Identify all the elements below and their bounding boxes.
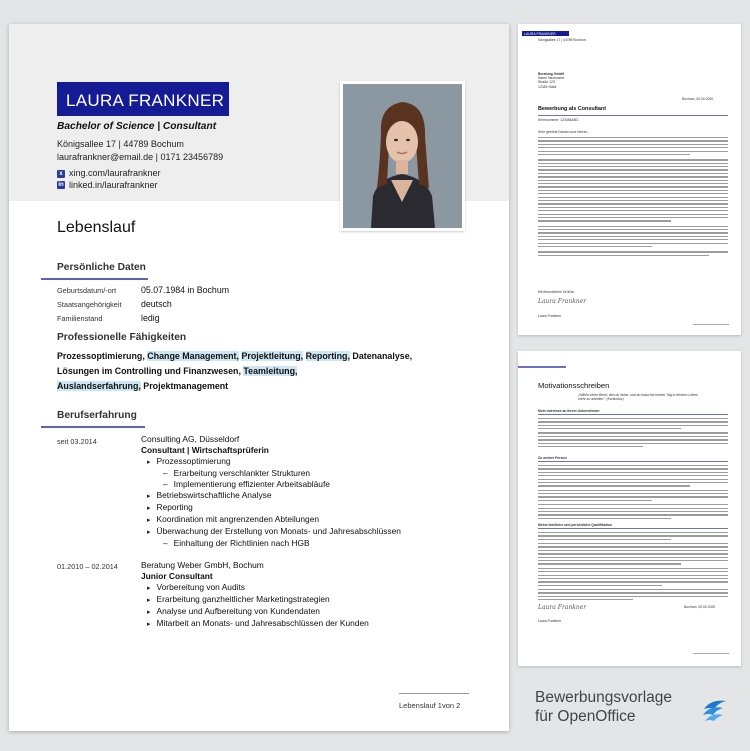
motivation-body: [538, 465, 728, 521]
nationality-value: deutsch: [141, 299, 172, 309]
section-divider: [41, 278, 148, 280]
status-label: Familienstand: [57, 314, 103, 323]
motivation-footer-line: [693, 653, 729, 654]
cv-name: LAURA FRANKNER: [57, 82, 229, 116]
section-experience-heading: Berufserfahrung: [57, 410, 137, 421]
letter-contact: Königsallee 17 | 44789 Bochum: [538, 38, 586, 42]
template-branding: [535, 688, 672, 726]
job-tasks: [141, 582, 369, 630]
skill-highlight: Auslandserfahrung,: [57, 381, 141, 391]
job-position: Junior Consultant: [141, 571, 213, 581]
cover-letter-thumbnail[interactable]: [518, 24, 741, 335]
skill-text: Lösungen im Controlling und Finanzwesen,: [57, 366, 244, 376]
motivation-signer: Laura Frankner: [538, 619, 562, 623]
recipient-street: Straße 123: [538, 80, 555, 85]
job-entry: [141, 434, 401, 549]
motivation-divider: [538, 461, 728, 462]
job-company: Consulting AG, Düsseldorf: [141, 434, 240, 444]
motivation-heading: Meine fachliche und persönliche Qualifikation: [538, 523, 612, 527]
skills-text: [57, 349, 427, 394]
page-footer: Lebenslauf 1von 2: [399, 701, 461, 710]
footer-divider: [399, 693, 469, 694]
recipient-city: 12345 Stadt: [538, 84, 557, 89]
motivation-signature: Laura Frankner: [538, 604, 587, 611]
letter-recipient: [538, 72, 564, 89]
profile-photo: [340, 81, 465, 231]
motivation-title: Motivationsschreiben: [538, 381, 610, 390]
nationality-label: Staatsangehörigkeit: [57, 300, 122, 309]
section-divider: [41, 426, 145, 428]
linkedin-row[interactable]: [57, 180, 161, 192]
openoffice-logo-icon: [701, 695, 731, 723]
cv-address: Königsallee 17 | 44789 Bochum: [57, 139, 184, 149]
skill-highlight: Projektleitung,: [241, 351, 304, 361]
letter-footer-line: [693, 324, 729, 325]
skill-highlight: Reporting,: [305, 351, 350, 361]
task-item: ▸ Vorbereitung von Audits: [141, 582, 369, 594]
linkedin-icon: in: [58, 182, 64, 189]
task-item: ▸ Mitarbeit an Monats- und Jahresabschlüssen der Kunden: [141, 618, 369, 630]
birth-label: Geburtsdatum/-ort: [57, 286, 117, 295]
cv-address-block: [57, 138, 223, 163]
task-subitem: – Erarbeitung verschlankter Strukturen: [141, 468, 401, 479]
portrait-image: [343, 84, 462, 228]
letter-signature: Laura Frankner: [538, 298, 587, 305]
recipient-company: Beratung GmbH: [538, 72, 564, 76]
letter-ref: Kennnummer: 123456ABC: [538, 118, 579, 122]
motivation-heading: Zu meiner Person: [538, 456, 567, 460]
linkedin-link[interactable]: linked.in/laurafrankner: [69, 179, 158, 190]
task-item: ▸ Reporting: [141, 502, 401, 514]
task-item: ▸ Prozessoptimierung: [141, 456, 401, 468]
skill-text: Prozessoptimierung,: [57, 351, 148, 361]
motivation-divider: [518, 366, 566, 368]
task-subitem: – Einhaltung der Richtlinien nach HGB: [141, 538, 401, 549]
motivation-quote: „Wähle einen Beruf, den du liebst, und du brauchst keinen Tag in deinem Leben mehr zu arbeiten.“ (Konfuzius): [578, 393, 698, 402]
task-item: ▸ Betriebswirtschaftliche Analyse: [141, 490, 401, 502]
motivation-body: [538, 532, 728, 603]
skill-highlight: Change Management,: [147, 351, 239, 361]
letter-closing: Mit freundlichen Grüßen: [538, 290, 575, 294]
letter-subject: Bewerbung als Consultant: [538, 106, 606, 112]
cv-contact: laurafrankner@email.de | 0171 23456789: [57, 151, 224, 162]
skill-text: Datenanalyse,: [349, 351, 413, 361]
cv-degree: Bachelor of Science | Consultant: [57, 121, 217, 132]
section-personal-heading: Persönliche Daten: [57, 262, 146, 273]
task-item: ▸ Erarbeitung ganzheitlicher Marketingstrategien: [141, 594, 369, 606]
task-subitem: – Implementierung effizienter Arbeitsabläufe: [141, 479, 401, 490]
motivation-letter-thumbnail[interactable]: [518, 351, 741, 666]
cv-page: [9, 24, 509, 731]
task-item: ▸ Überwachung der Erstellung von Monats- und Jahresabschlüssen: [141, 526, 401, 538]
task-item: ▸ Analyse und Aufbereitung von Kundendaten: [141, 606, 369, 618]
xing-link[interactable]: xing.com/laurafrankner: [69, 168, 161, 178]
xing-row[interactable]: [57, 168, 161, 180]
motivation-divider: [538, 528, 728, 529]
motivation-body: [538, 418, 728, 449]
job-date: seit 03.2014: [57, 437, 97, 446]
letter-greeting: Sehr geehrte Damen und Herren,: [538, 130, 589, 134]
letter-name-bar: LAURA FRANKNER: [522, 31, 569, 36]
recipient-name: Name Nachname: [538, 76, 565, 81]
task-item: ▸ Koordination mit angrenzenden Abteilungen: [141, 514, 401, 526]
section-skills-heading: Professionelle Fähigkeiten: [57, 332, 187, 343]
brand-line-1: Bewerbungsvorlage: [535, 689, 673, 706]
letter-body: [538, 137, 728, 258]
birth-value: 05.07.1984 in Bochum: [141, 285, 230, 295]
letter-divider: [538, 115, 728, 116]
motivation-date: Bochum, 00.00.2020: [684, 605, 716, 609]
letter-signer: Laura Frankner: [538, 314, 562, 318]
motivation-heading: Mein Interesse an Ihrem Unternehmen: [538, 409, 600, 413]
job-position: Consultant | Wirtschaftsprüferin: [141, 445, 269, 455]
brand-line-2: für OpenOffice: [535, 708, 636, 725]
xing-icon: x: [57, 170, 65, 178]
cv-social-links: [57, 168, 161, 191]
skill-text: Projektmanagement: [140, 381, 229, 391]
job-date: 01.2010 – 02.2014: [57, 562, 118, 571]
job-entry: [141, 560, 369, 630]
page-title: Lebenslauf: [57, 219, 136, 236]
job-company: Beratung Weber GmbH, Bochum: [141, 560, 264, 570]
status-value: ledig: [141, 313, 160, 323]
motivation-divider: [538, 414, 728, 415]
skill-highlight: Teamleitung,: [243, 366, 298, 376]
job-tasks: [141, 456, 401, 549]
letter-date: Bochum, 00.00.2020: [682, 97, 714, 101]
